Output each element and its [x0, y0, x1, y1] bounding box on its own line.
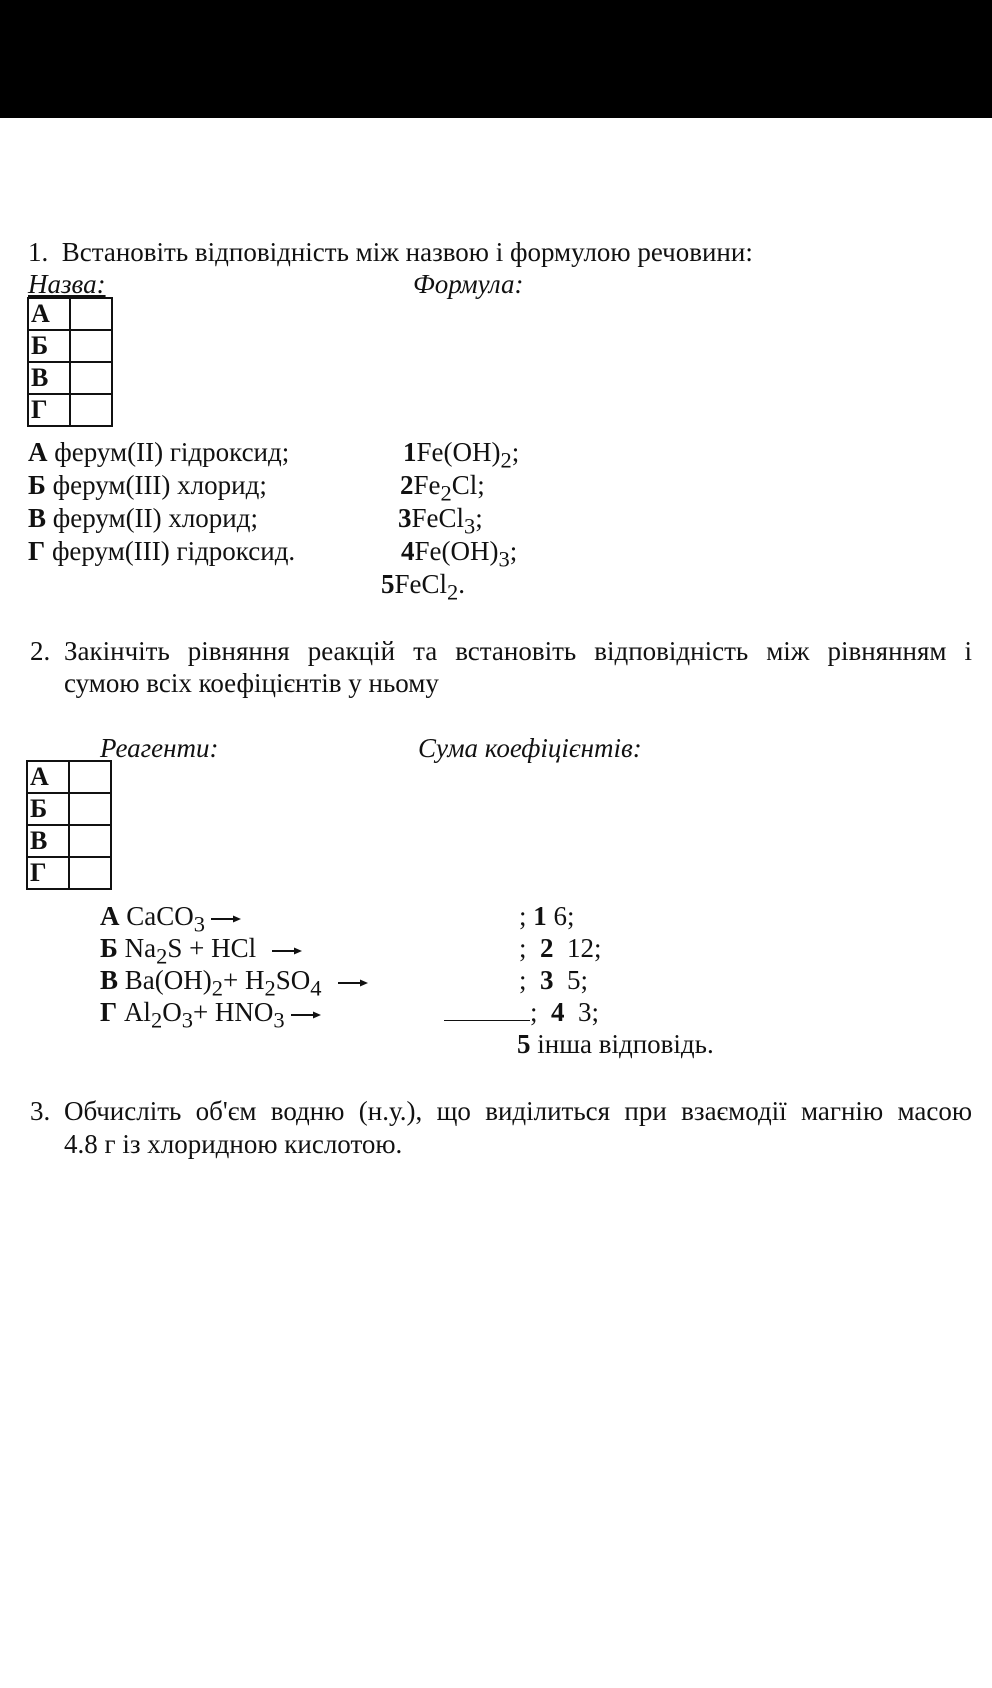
q1-formula-text: $Fe(OH)_3$;	[414, 536, 518, 572]
q1-formula-num: 2	[400, 470, 414, 500]
q2-text-line1: Закінчіть рівняння реакцій та встановіть відповідність між рівнянням і	[64, 636, 972, 666]
q1-formula-num: 1	[403, 437, 417, 467]
q2-answer-cell-b[interactable]	[69, 793, 111, 825]
q2-reaction-text: $Al_2O_3+ HNO_3$	[123, 997, 285, 1033]
q2-row-letter: А	[27, 761, 69, 793]
reaction-arrow-icon	[211, 914, 241, 924]
q1-formula-num: 5	[381, 569, 395, 599]
q2-sum-num: 4	[551, 997, 565, 1027]
q2-sum-text: 5;	[567, 965, 589, 995]
q1-row-letter: А	[28, 298, 70, 330]
q2-answer-cell-v[interactable]	[69, 825, 111, 857]
q2-other-num: 5	[517, 1029, 531, 1059]
q2-reaction-letter: Б	[100, 933, 118, 963]
q1-name-text: ферум(II) гідроксид;	[54, 437, 290, 467]
q1-formula-item	[381, 568, 465, 608]
q1-row-letter: Г	[28, 394, 70, 426]
q1-answer-cell-a[interactable]	[70, 298, 112, 330]
q1-name-letter: В	[28, 503, 47, 533]
q1-answer-row	[28, 330, 112, 362]
reaction-arrow-icon	[338, 978, 368, 988]
q1-name-letter: А	[28, 437, 48, 467]
q2-answer-row	[27, 825, 111, 857]
reaction-arrow-icon	[291, 1010, 321, 1020]
q1-answer-row	[28, 362, 112, 394]
q2-sum-text: 12;	[567, 933, 602, 963]
q1-answer-cell-b[interactable]	[70, 330, 112, 362]
q1-answer-cell-g[interactable]	[70, 394, 112, 426]
q2-answer-cell-a[interactable]	[69, 761, 111, 793]
q2-reaction-text: $Ba(OH)_2+ H_2SO_4$	[124, 965, 322, 1001]
q1-name-text: ферум(III) гідроксид.	[51, 536, 296, 566]
q1-formula-text: $Fe_2Cl$;	[413, 470, 485, 506]
q1-col-name: Назва:	[28, 269, 106, 299]
q2-reaction-letter: Г	[100, 997, 118, 1027]
q2-row-letter: В	[27, 825, 69, 857]
q2-answer-cell-g[interactable]	[69, 857, 111, 889]
q1-col-formula: Формула:	[413, 269, 524, 299]
reaction-arrow-icon	[272, 946, 302, 956]
q1-answer-row	[28, 394, 112, 426]
q1-name-item	[28, 469, 267, 501]
q2-reaction-letter: А	[100, 901, 120, 931]
q1-name-item	[28, 436, 289, 468]
q1-formula-num: 3	[398, 503, 412, 533]
q2-reaction-text: $Na_2S$ + HCl	[124, 933, 257, 969]
q2-sum-text: 6;	[553, 901, 575, 931]
q1-formula-text: FeCl$_3$;	[411, 503, 483, 539]
q1-formula-text: $Fe(OH)_2$;	[416, 437, 520, 473]
q2-sum-text: 3;	[578, 997, 600, 1027]
q2-sum-num: 3	[540, 965, 554, 995]
q2-row-letter: Б	[27, 793, 69, 825]
q3-number: 3.	[30, 1096, 51, 1126]
q2-col-reagents: Реагенти:	[100, 733, 219, 763]
q1-name-text: ферум(III) хлорид;	[52, 470, 267, 500]
q1-row-letter: Б	[28, 330, 70, 362]
q2-other-answer	[517, 1028, 714, 1060]
q2-row-letter: Г	[27, 857, 69, 889]
q1-formula-num: 4	[401, 536, 415, 566]
q1-answer-row	[28, 298, 112, 330]
q2-other-text: інша відповідь.	[537, 1029, 714, 1059]
q2-answer-blank[interactable]	[444, 996, 530, 1021]
q1-text: Встановіть відповідність між назвою і формулою речовини:	[61, 237, 753, 267]
q2-sum-num: 1	[533, 901, 547, 931]
q1-name-item	[28, 535, 295, 567]
q2-reaction-letter: В	[100, 965, 119, 995]
q2-sum-num: 2	[540, 933, 554, 963]
q2-answer-table	[26, 760, 112, 890]
q2-sum-item: ; 1 6;	[519, 901, 575, 931]
q2-number: 2.	[30, 636, 51, 666]
q1-name-letter: Г	[28, 536, 46, 566]
q2-text-line2: сумою всіх коефіцієнтів у ньому	[64, 668, 439, 698]
q3-text-line1: Обчисліть об'єм водню (н.у.), що виділиться при взаємодії магнію масою	[64, 1096, 972, 1126]
q1-answer-table	[27, 297, 113, 427]
q1-name-text: ферум(II) хлорид;	[52, 503, 258, 533]
q2-answer-row	[27, 793, 111, 825]
q2-reaction-item	[100, 996, 321, 1036]
q2-reaction-text: CaCO$_3$	[126, 901, 205, 937]
q1-row-letter: В	[28, 362, 70, 394]
q2-sum-item: ; 2 12;	[519, 933, 602, 963]
q2-answer-row	[27, 857, 111, 889]
q1-name-item	[28, 502, 258, 534]
q1-number: 1.	[28, 237, 49, 267]
q1-formula-text: FeCl$_2$.	[394, 569, 466, 605]
q1-answer-cell-v[interactable]	[70, 362, 112, 394]
q2-sum-item: ; 3 5;	[519, 965, 589, 995]
q1-heading	[28, 236, 753, 268]
q1-name-letter: Б	[28, 470, 46, 500]
q2-col-sum: Сума коефіцієнтів:	[418, 733, 642, 763]
q2-sum-item: ; 4 3;	[444, 996, 599, 1028]
top-black-bar	[0, 0, 992, 118]
q2-answer-row	[27, 761, 111, 793]
q3-text-line2: 4.8 г із хлоридною кислотою.	[64, 1129, 403, 1159]
